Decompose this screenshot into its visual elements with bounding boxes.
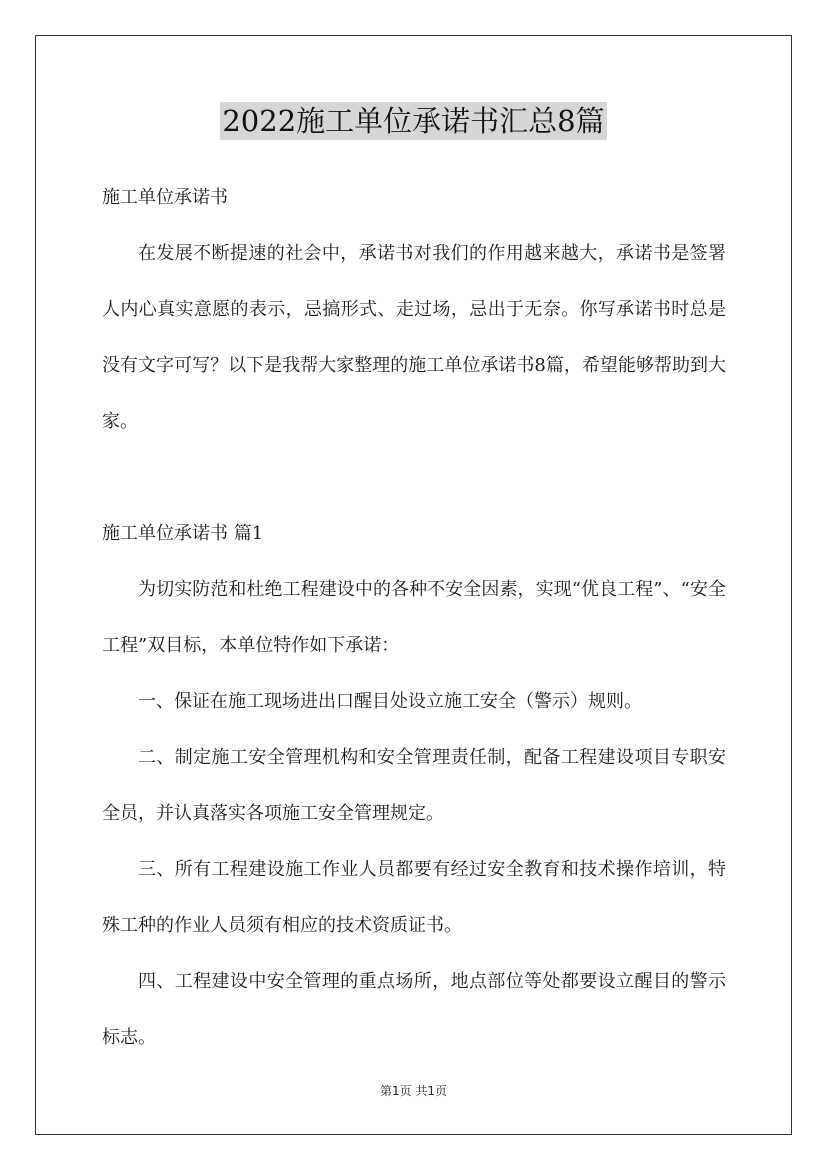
paragraph: 一、保证在施工现场进出口醒目处设立施工安全（警示）规则。 bbox=[138, 691, 642, 712]
section-heading: 施工单位承诺书 篇1 bbox=[102, 523, 264, 544]
intro-heading: 施工单位承诺书 bbox=[102, 187, 228, 208]
page-number: 第1页 共1页 bbox=[379, 1084, 448, 1098]
paragraph: 为切实防范和杜绝工程建设中的各种不安全因素，实现“优良工程”、“安全工程”双目标，本单位特作如下承诺： bbox=[102, 579, 726, 656]
title-container bbox=[0, 102, 827, 140]
paragraph: 三、所有工程建设施工作业人员都要有经过安全教育和技术操作培训，特殊工种的作业人员须有相应的技术资质证书。 bbox=[102, 859, 726, 936]
section-spacer bbox=[102, 450, 726, 506]
intro-paragraph: 在发展不断提速的社会中，承诺书对我们的作用越来越大，承诺书是签署人内心真实意愿的表示，忌搞形式、走过场，忌出于无奈。你写承诺书时总是没有文字可写？以下是我帮大家整理的施工单位承诺书8篇，希望能够帮助到大家。 bbox=[102, 243, 726, 432]
document-title: 2022施工单位承诺书汇总8篇 bbox=[222, 104, 605, 138]
paragraph: 二、制定施工安全管理机构和安全管理责任制，配备工程建设项目专职安全员，并认真落实各项施工安全管理规定。 bbox=[102, 747, 726, 824]
document-body bbox=[102, 170, 726, 1066]
paragraph: 四、工程建设中安全管理的重点场所，地点部位等处都要设立醒目的警示标志。 bbox=[102, 971, 726, 1048]
page-footer bbox=[0, 1082, 827, 1100]
